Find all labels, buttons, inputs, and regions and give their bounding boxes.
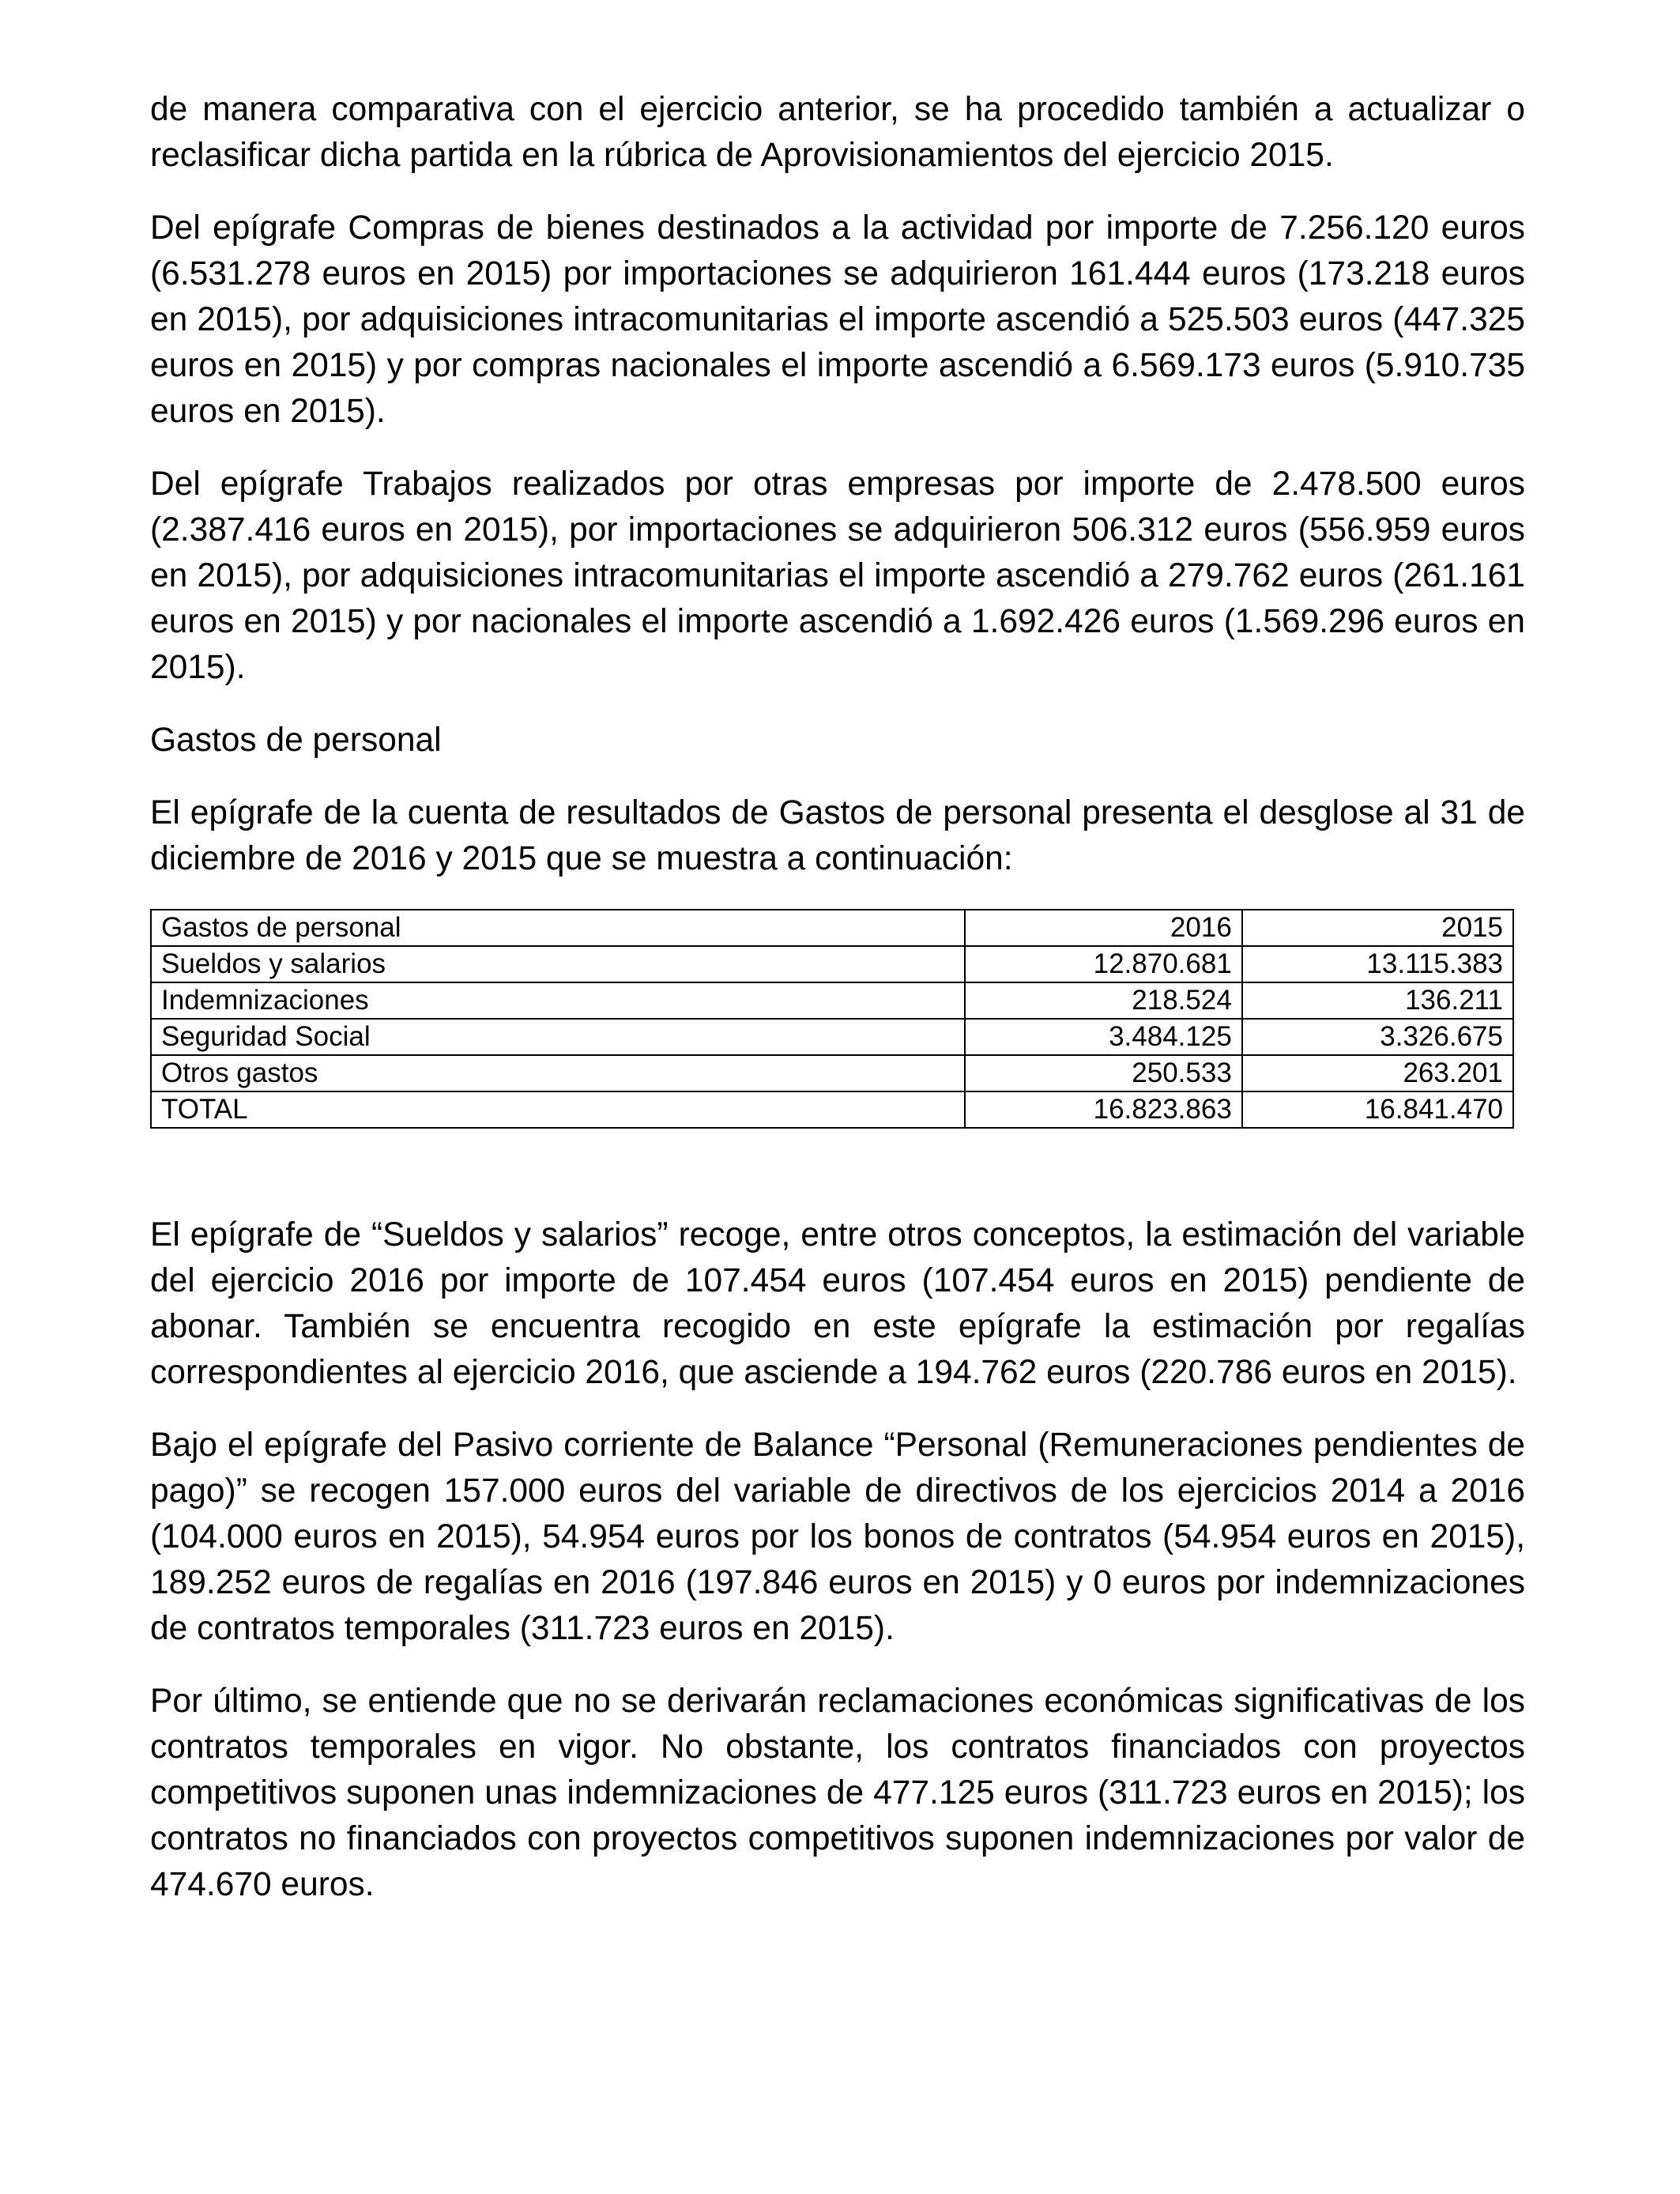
row-label: Indemnizaciones bbox=[151, 982, 965, 1019]
table-row bbox=[151, 982, 1513, 1019]
gastos-personal-table bbox=[150, 909, 1514, 1129]
table-header-label: Gastos de personal bbox=[151, 910, 965, 946]
row-value-2015: 263.201 bbox=[1242, 1055, 1513, 1091]
paragraph-compras-bienes: Del epígrafe Compras de bienes destinados a la actividad por importe de 7.256.120 euros (6.531.278 euros en 2015) por importaciones se adquirieron 161.444 euros (173.218 euros en 2015), por adquisiciones intracomunitarias el importe ascendió a 525.503 euros (447.325 euros en 2015) y por compras nacionales el importe ascendió a 6.569.173 euros (5.910.735 euros en 2015). bbox=[150, 209, 1525, 430]
paragraph-pasivo-corriente: Bajo el epígrafe del Pasivo corriente de Balance “Personal (Remuneraciones pendientes de pago)” se recogen 157.000 euros del variable de directivos de los ejercicios 2014 a 2016 (104.000 euros en 2015), 54.954 euros por los bonos de contratos (54.954 euros en 2015), 189.252 euros de regalías en 2016 (197.846 euros en 2015) y 0 euros por indemnizaciones de contratos temporales (311.723 euros en 2015). bbox=[150, 1427, 1525, 1647]
table-row bbox=[151, 1055, 1513, 1091]
section-heading-gastos-personal: Gastos de personal bbox=[150, 722, 442, 759]
paragraph-contratos-temporales: Por último, se entiende que no se derivarán reclamaciones económicas significativas de los contratos temporales en vigor. No obstante, los contratos financiados con proyectos competitivos suponen unas indemnizaciones de 477.125 euros (311.723 euros en 2015); los contratos no financiados con proyectos competitivos suponen indemnizaciones por valor de 474.670 euros. bbox=[150, 1683, 1525, 1903]
row-value-2015: 13.115.383 bbox=[1242, 946, 1513, 982]
table-header-row bbox=[151, 910, 1513, 946]
total-label: TOTAL bbox=[151, 1091, 965, 1128]
document-page bbox=[150, 87, 1525, 1935]
total-value-2016: 16.823.863 bbox=[965, 1091, 1242, 1128]
total-value-2015: 16.841.470 bbox=[1242, 1091, 1513, 1128]
row-value-2016: 12.870.681 bbox=[965, 946, 1242, 982]
row-label: Seguridad Social bbox=[151, 1019, 965, 1055]
row-value-2015: 136.211 bbox=[1242, 982, 1513, 1019]
table-header-2016: 2016 bbox=[965, 910, 1242, 946]
table-total-row bbox=[151, 1091, 1513, 1128]
row-value-2016: 218.524 bbox=[965, 982, 1242, 1019]
row-label: Sueldos y salarios bbox=[151, 946, 965, 982]
paragraph-sueldos-salarios: El epígrafe de “Sueldos y salarios” recoge, entre otros conceptos, la estimación del variable del ejercicio 2016 por importe de 107.454 euros (107.454 euros en 2015) pendiente de abonar. También se encuentra recogido en este epígrafe la estimación por regalías correspondientes al ejercicio 2016, que asciende a 194.762 euros (220.786 euros en 2015). bbox=[150, 1216, 1525, 1391]
row-value-2015: 3.326.675 bbox=[1242, 1019, 1513, 1055]
table-row bbox=[151, 1019, 1513, 1055]
row-value-2016: 250.533 bbox=[965, 1055, 1242, 1091]
gastos-personal-table-wrap bbox=[150, 909, 1525, 1129]
row-label: Otros gastos bbox=[151, 1055, 965, 1091]
paragraph-trabajos-realizados: Del epígrafe Trabajos realizados por otras empresas por importe de 2.478.500 euros (2.387.416 euros en 2015), por importaciones se adquirieron 506.312 euros (556.959 euros en 2015), por adquisiciones intracomunitarias el importe ascendió a 279.762 euros (261.161 euros en 2015) y por nacionales el importe ascendió a 1.692.426 euros (1.569.296 euros en 2015). bbox=[150, 466, 1525, 686]
table-row bbox=[151, 946, 1513, 982]
paragraph-intro-table: El epígrafe de la cuenta de resultados de Gastos de personal presenta el desglose al 31 de diciembre de 2016 y 2015 que se muestra a continuación: bbox=[150, 794, 1525, 877]
paragraph-aprovisionamientos: de manera comparativa con el ejercicio anterior, se ha procedido también a actualizar o reclasificar dicha partida en la rúbrica de Aprovisionamientos del ejercicio 2015. bbox=[150, 91, 1525, 174]
row-value-2016: 3.484.125 bbox=[965, 1019, 1242, 1055]
table-header-2015: 2015 bbox=[1242, 910, 1513, 946]
